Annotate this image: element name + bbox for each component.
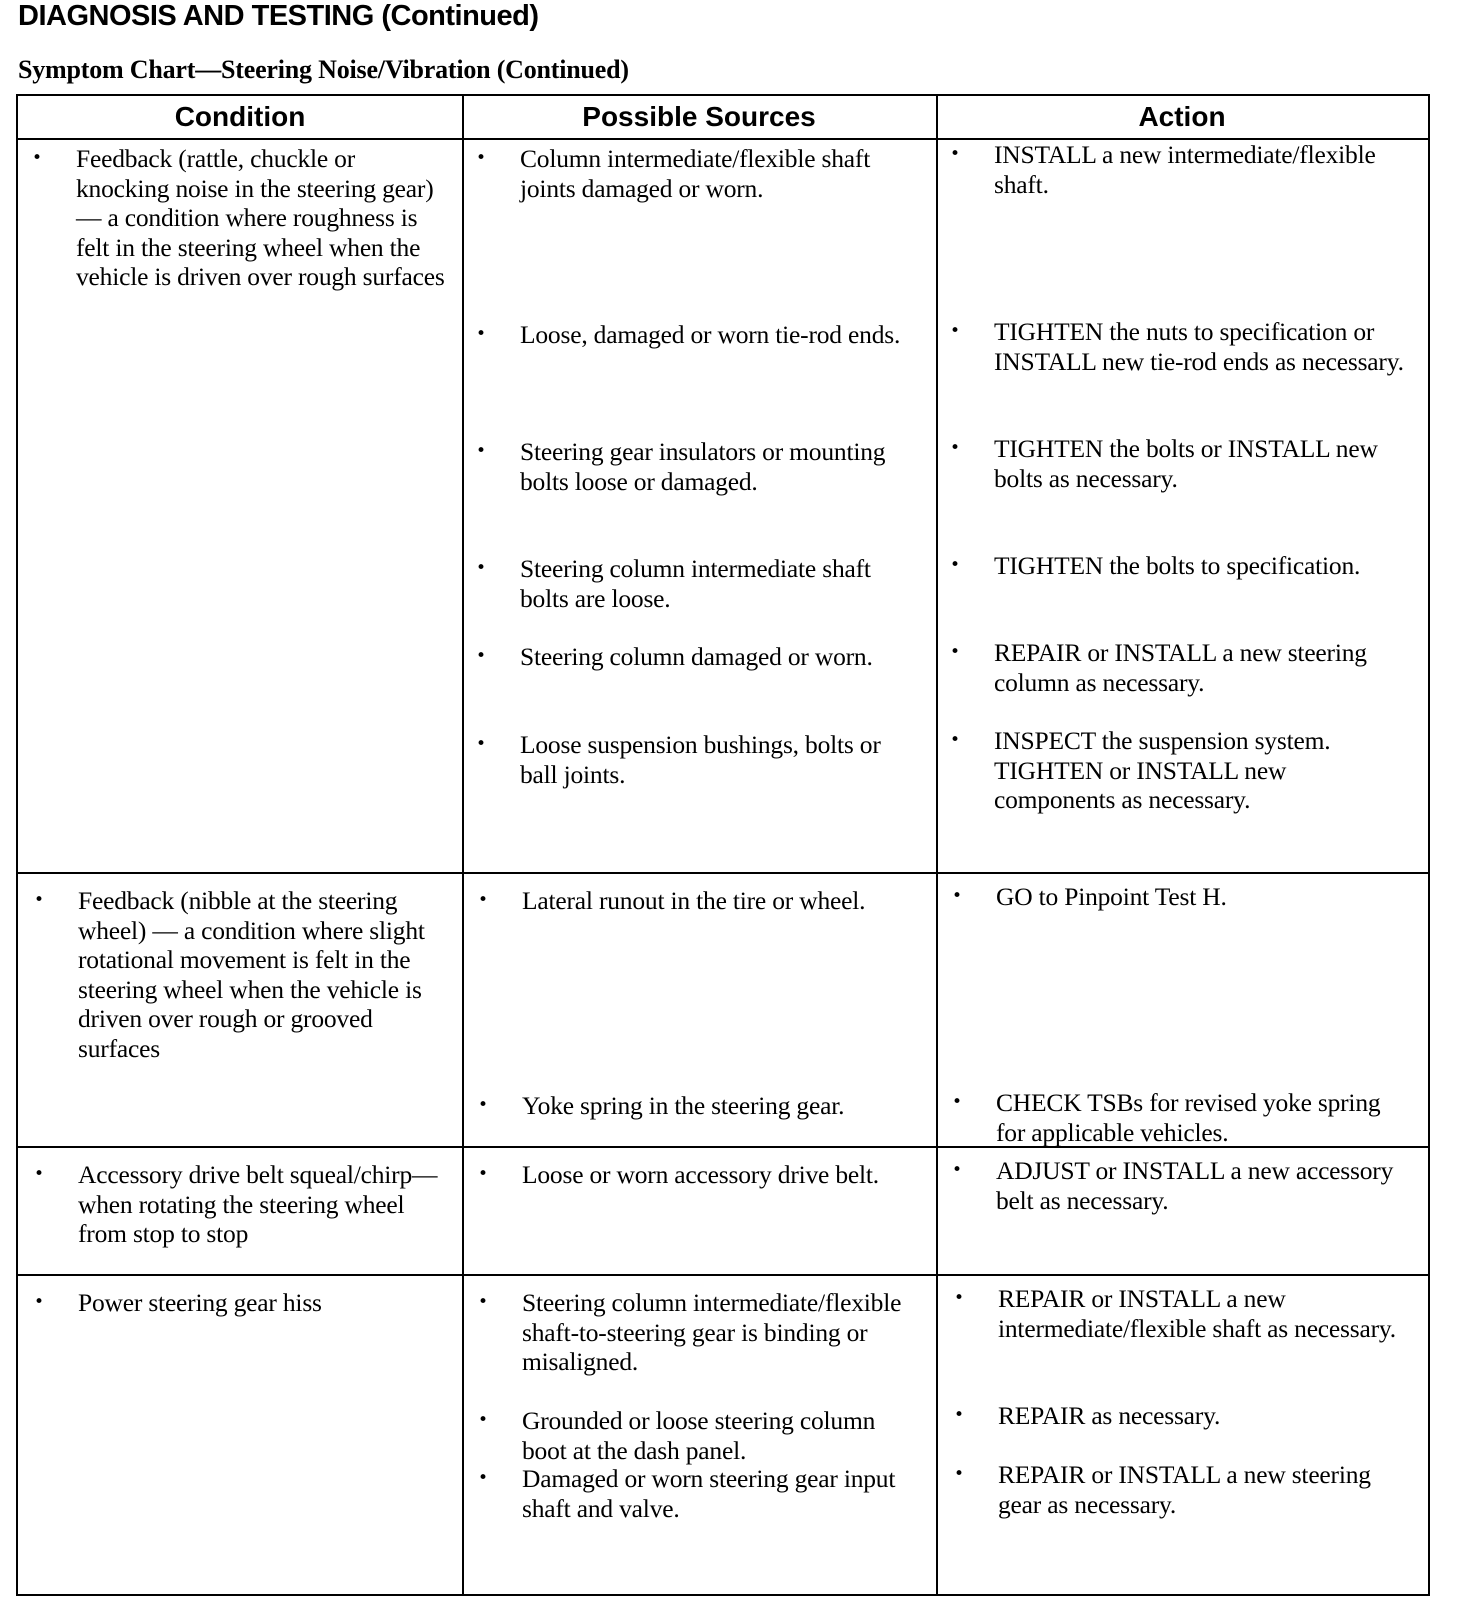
symptom-chart-table xyxy=(16,94,1430,1596)
action-text: ADJUST or INSTALL a new accessory belt as necessary. xyxy=(996,1156,1394,1215)
header-possible-sources: Possible Sources xyxy=(462,96,936,140)
bullet-icon: • xyxy=(478,1164,488,1184)
bullet-icon: • xyxy=(34,890,44,910)
column-divider xyxy=(462,96,464,1594)
source-text: Steering column intermediate/flexible shaft-to-steering gear is binding or misaligned. xyxy=(522,1288,902,1376)
bullet-icon: • xyxy=(34,1164,44,1184)
action-text: GO to Pinpoint Test H. xyxy=(996,882,1227,911)
source-item xyxy=(476,642,916,672)
bullet-icon: • xyxy=(954,1405,964,1425)
bullet-icon: • xyxy=(954,1464,964,1484)
source-item xyxy=(478,1091,918,1121)
bullet-icon: • xyxy=(478,890,488,910)
bullet-icon: • xyxy=(476,148,486,168)
source-text: Steering gear insulators or mounting bolts loose or damaged. xyxy=(520,437,886,496)
bullet-icon: • xyxy=(950,321,960,341)
bullet-icon: • xyxy=(476,324,486,344)
action-text: INSPECT the suspension system. TIGHTEN or INSTALL new components as necessary. xyxy=(994,726,1331,814)
source-text: Loose or worn accessory drive belt. xyxy=(522,1160,879,1189)
header-action: Action xyxy=(936,96,1428,140)
bullet-icon: • xyxy=(954,1288,964,1308)
action-text: INSTALL a new intermediate/flexible shaft. xyxy=(994,140,1376,199)
condition-cell xyxy=(34,1160,454,1249)
condition-text: Accessory drive belt squeal/chirp—when rotating the steering wheel from stop to stop xyxy=(78,1160,438,1248)
source-item xyxy=(476,554,916,613)
source-text: Column intermediate/flexible shaft joints damaged or worn. xyxy=(520,144,871,203)
action-text: TIGHTEN the nuts to specification or INSTALL new tie-rod ends as necessary. xyxy=(994,317,1404,376)
bullet-icon: • xyxy=(952,886,962,906)
bullet-icon: • xyxy=(476,441,486,461)
source-text: Yoke spring in the steering gear. xyxy=(522,1091,845,1120)
action-text: REPAIR or INSTALL a new intermediate/flexible shaft as necessary. xyxy=(998,1284,1396,1343)
bullet-icon: • xyxy=(950,642,960,662)
bullet-icon: • xyxy=(950,555,960,575)
source-item xyxy=(478,886,918,916)
action-text: CHECK TSBs for revised yoke spring for applicable vehicles. xyxy=(996,1088,1381,1147)
action-item xyxy=(950,140,1410,199)
source-item xyxy=(478,1288,918,1377)
action-item xyxy=(952,882,1412,912)
action-item xyxy=(950,434,1410,493)
action-item xyxy=(954,1460,1414,1519)
condition-cell xyxy=(34,886,454,1063)
bullet-icon: • xyxy=(478,1095,488,1115)
chart-title: Symptom Chart—Steering Noise/Vibration (Continued) xyxy=(18,55,629,84)
action-item xyxy=(950,726,1410,815)
bullet-icon: • xyxy=(950,438,960,458)
source-text: Loose suspension bushings, bolts or ball joints. xyxy=(520,730,881,789)
bullet-icon: • xyxy=(478,1410,488,1430)
column-divider xyxy=(936,96,938,1594)
source-item xyxy=(478,1464,918,1523)
bullet-icon: • xyxy=(952,1160,962,1180)
action-text: TIGHTEN the bolts or INSTALL new bolts as necessary. xyxy=(994,434,1378,493)
condition-text: Feedback (nibble at the steering wheel) — a condition where slight rotational movement is felt in the steering wheel when the vehicle is driven over rough or grooved surfaces xyxy=(78,886,425,1063)
action-item xyxy=(954,1284,1414,1343)
source-item xyxy=(476,730,916,789)
condition-cell xyxy=(34,1288,454,1318)
section-heading: DIAGNOSIS AND TESTING (Continued) xyxy=(18,0,539,32)
action-text: REPAIR or INSTALL a new steering column as necessary. xyxy=(994,638,1367,697)
source-text: Loose, damaged or worn tie-rod ends. xyxy=(520,320,901,349)
condition-text: Feedback (rattle, chuckle or knocking noise in the steering gear) — a condition where roughness is felt in the steering wheel when the vehicle is driven over rough surfaces xyxy=(76,144,445,291)
bullet-icon: • xyxy=(32,148,42,168)
source-text: Damaged or worn steering gear input shaft and valve. xyxy=(522,1464,896,1523)
action-item xyxy=(950,317,1410,376)
bullet-icon: • xyxy=(476,646,486,666)
source-text: Steering column damaged or worn. xyxy=(520,642,873,671)
condition-text: Power steering gear hiss xyxy=(78,1288,322,1317)
bullet-icon: • xyxy=(952,1092,962,1112)
bullet-icon: • xyxy=(950,144,960,164)
source-text: Lateral runout in the tire or wheel. xyxy=(522,886,866,915)
row-divider xyxy=(18,872,1428,874)
bullet-icon: • xyxy=(478,1468,488,1488)
source-item xyxy=(478,1160,918,1190)
bullet-icon: • xyxy=(950,730,960,750)
action-item xyxy=(952,1088,1412,1147)
action-text: TIGHTEN the bolts to specification. xyxy=(994,551,1361,580)
source-text: Grounded or loose steering column boot at the dash panel. xyxy=(522,1406,876,1465)
header-condition: Condition xyxy=(18,96,462,140)
action-text: REPAIR as necessary. xyxy=(998,1401,1221,1430)
action-item xyxy=(952,1156,1412,1215)
action-item xyxy=(950,551,1410,581)
source-item xyxy=(476,320,916,350)
source-item xyxy=(478,1406,918,1465)
source-item xyxy=(476,437,916,496)
bullet-icon: • xyxy=(476,558,486,578)
action-item xyxy=(950,638,1410,697)
source-item xyxy=(476,144,916,203)
source-text: Steering column intermediate shaft bolts are loose. xyxy=(520,554,871,613)
row-divider xyxy=(18,1274,1428,1276)
bullet-icon: • xyxy=(478,1292,488,1312)
condition-cell xyxy=(32,144,452,292)
action-text: REPAIR or INSTALL a new steering gear as necessary. xyxy=(998,1460,1371,1519)
bullet-icon: • xyxy=(476,734,486,754)
bullet-icon: • xyxy=(34,1292,44,1312)
action-item xyxy=(954,1401,1414,1431)
